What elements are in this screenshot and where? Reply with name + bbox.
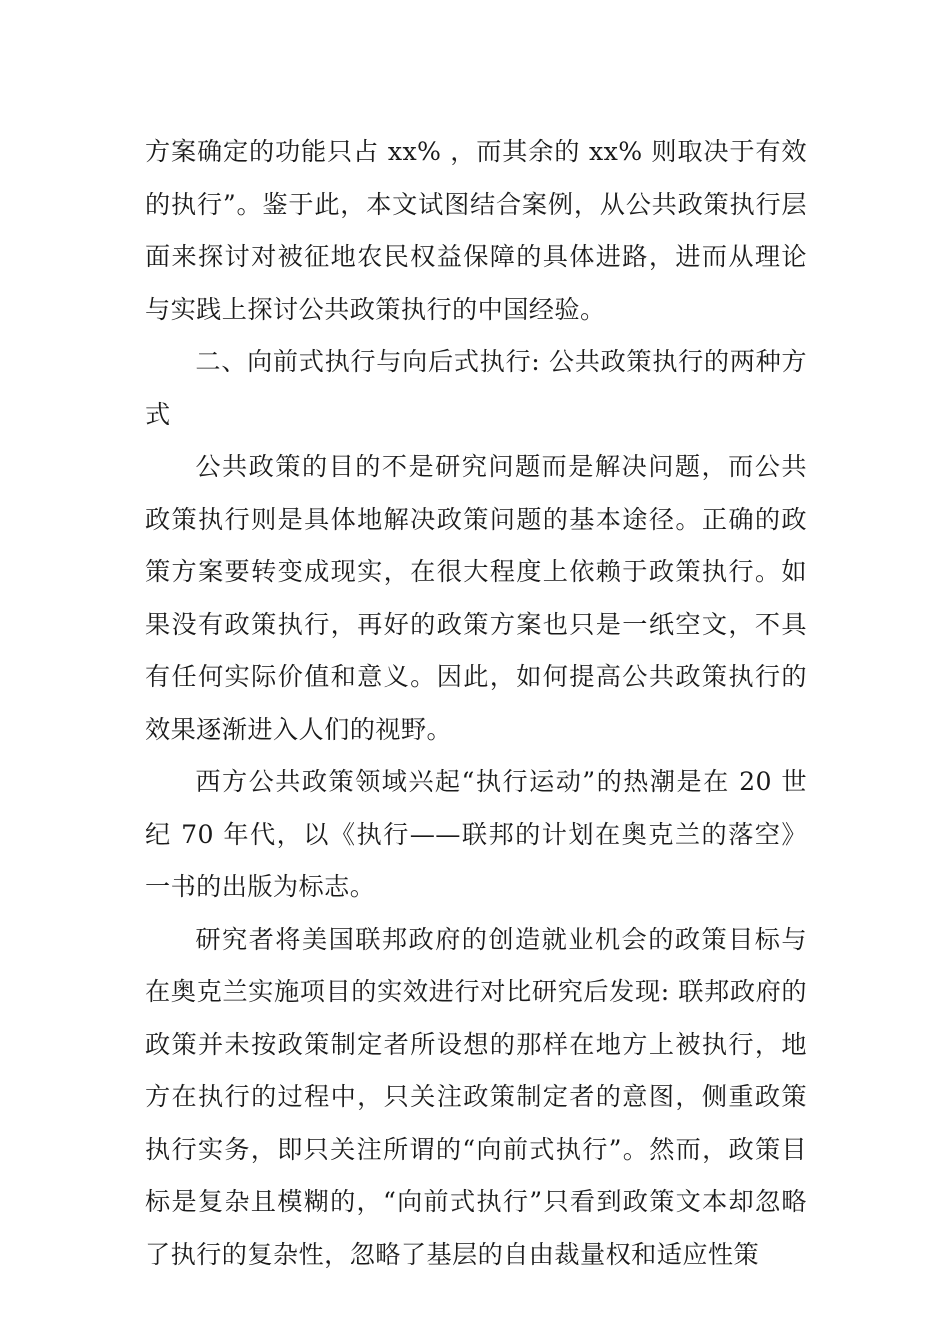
- paragraph: 公共政策的目的不是研究问题而是解决问题，而公共政策执行则是具体地解决政策问题的基本途径。正确的政策方案要转变成现实，在很大程度上依赖于政策执行。如果没有政策执行，再好的政策方案也只是一纸空文，不具有任何实际价值和意义。因此，如何提高公共政策执行的效果逐渐进入人们的视野。: [145, 452, 807, 744]
- paragraph: 西方公共政策领域兴起“执行运动”的热潮是在 20 世纪 70 年代，以《执行——联邦的计划在奥克兰的落空》一书的出版为标志。: [145, 767, 807, 901]
- paragraph-continuation: 方案确定的功能只占 xx% ，而其余的 xx% 则取决于有效的执行”。鉴于此，本文试图结合案例，从公共政策执行层面来探讨对被征地农民权益保障的具体进路，进而从理论与实践上探讨公共政策执行的中国经验。: [145, 137, 807, 324]
- section-heading: 二、向前式执行与向后式执行: 公共政策执行的两种方式: [145, 347, 807, 429]
- paragraph: 研究者将美国联邦政府的创造就业机会的政策目标与在奥克兰实施项目的实效进行对比研究后发现: 联邦政府的政策并未按政策制定者所设想的那样在地方上被执行，地方在执行的过程中，只关注政策制定者的意图，侧重政策执行实务，即只关注所谓的“向前式执行”。然而，政策目标是复杂且模糊的，“向前式执行”只看到政策文本却忽略了执行的复杂性，忽略了基层的自由裁量权和适应性策: [145, 924, 807, 1269]
- document-body: [145, 126, 807, 1281]
